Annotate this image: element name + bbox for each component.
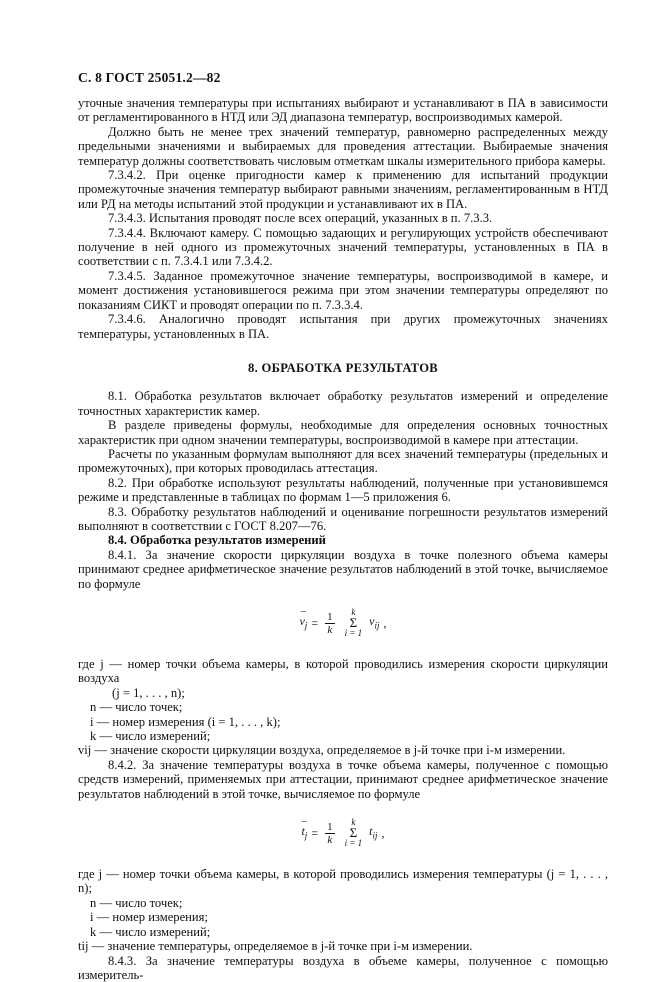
definition: где j — номер точки объема камеры, в которой проводились измерения температуры (j = 1, . . . , n); — [78, 867, 608, 896]
formula-rhs: $t_{ij}$ — [369, 824, 377, 843]
paragraph: 8.1. Обработка результатов включает обработку результатов измерений и определение точностных характеристик камер. — [78, 389, 608, 418]
formula-fraction: $\frac{1}{k}$ — [325, 821, 335, 846]
paragraph: 8.4.3. За значение температуры воздуха в объеме камеры, полученное с помощью измеритель- — [78, 954, 608, 982]
definition: n — число точек; — [78, 700, 608, 714]
definition: i — номер измерения (i = 1, . . . , k); — [78, 715, 608, 729]
paragraph: Должно быть не менее трех значений температур, равномерно распределенных между предельными значениями и выбираемых для проведения аттестации. Выбираемые значения температур должны соответствовать числовым отметкам шкалы измерительного прибора камеры. — [78, 125, 608, 168]
paragraph: 7.3.4.6. Аналогично проводят испытания при других промежуточных значениях температуры, установленных в ПА. — [78, 312, 608, 341]
paragraph: 7.3.4.2. При оценке пригодности камер к применению для испытаний продукции промежуточные значения температур выбирают равными значениям, регламентированным в НТД или РД на методы испытаний этой продукции и устанавливают их в ПА. — [78, 168, 608, 211]
paragraph: уточные значения температуры при испытаниях выбирают и устанавливают в ПА в зависимости от регламентированного в НТД или ЭД диапазона температур, воспроизводимых камерой. — [78, 96, 608, 125]
definition: tij — значение температуры, определяемое в j-й точке при i-м измерении. — [78, 939, 608, 953]
paragraph: 7.3.4.5. Заданное промежуточное значение температуры, воспроизводимой в камере, и момент достижения установившегося режима при этом значении температуры определяют по показаниям СИКТ и проводят операции по п. 7.3.3.4. — [78, 269, 608, 312]
paragraph: Расчеты по указанным формулам выполняют для всех значений температуры (предельных и промежуточных), при которых проводилась аттестация. — [78, 447, 608, 476]
paragraph: 8.4.1. За значение скорости циркуляции воздуха в точке полезного объема камеры принимают среднее арифметическое значение результатов наблюдений в этой точке, вычисляемое по формуле — [78, 548, 608, 591]
definition: где j — номер точки объема камеры, в которой проводились измерения скорости циркуляции воздуха — [78, 657, 608, 686]
definition: k — число измерений; — [78, 925, 608, 939]
formula-fraction: $\frac{1}{k}$ — [325, 611, 335, 636]
paragraph: 8.3. Обработку результатов наблюдений и оценивание погрешности результатов измерений выполняют в соответствии с ГОСТ 8.207—76. — [78, 505, 608, 534]
paragraph: 8.4.2. За значение температуры воздуха в точке объема камеры, полученное с помощью средств измерений, применяемых при аттестации, принимают среднее арифметическое значение результатов наблюдений в этой точке, вычисляемое по формуле — [78, 758, 608, 801]
definition: i — номер измерения; — [78, 910, 608, 924]
section-title: 8. ОБРАБОТКА РЕЗУЛЬТАТОВ — [78, 361, 608, 375]
paragraph: В разделе приведены формулы, необходимые для определения основных точностных характеристик при одном значении температуры, воспроизводимой в камере при аттестации. — [78, 418, 608, 447]
formula-rhs: $v_{ij}$ — [369, 614, 379, 633]
formula-mean-velocity: – $v_j$ = $\frac{1}{k}$ k Σ i = 1 $v_{ij}$ , — [78, 601, 608, 645]
formula-lhs: – $t_j$ — [301, 824, 307, 843]
paragraph: 7.3.4.3. Испытания проводят после всех операций, указанных в п. 7.3.3. — [78, 211, 608, 225]
formula-sum: k Σ i = 1 — [345, 608, 363, 638]
definition: vij — значение скорости циркуляции воздуха, определяемое в j-й точке при i-м измерении. — [78, 743, 608, 757]
definition: n — число точек; — [78, 896, 608, 910]
formula-sum: k Σ i = 1 — [345, 818, 363, 848]
formula-equals: = — [311, 826, 318, 840]
page-header: С. 8 ГОСТ 25051.2—82 — [78, 70, 221, 86]
formula-mean-temperature: – $t_j$ = $\frac{1}{k}$ k Σ i = 1 $t_{ij}$ , — [78, 811, 608, 855]
formula-lhs: – $v_j$ — [299, 614, 307, 633]
document-body — [78, 96, 608, 982]
paragraph: 7.3.4.4. Включают камеру. С помощью задающих и регулирующих устройств обеспечивают получение в ней одного из промежуточных значений температуры, установленных в ПА в соответствии с п. 7.3.4.1 или 7.3.4.2. — [78, 226, 608, 269]
formula-equals: = — [311, 616, 318, 630]
definition: (j = 1, . . . , n); — [78, 686, 608, 700]
definition: k — число измерений; — [78, 729, 608, 743]
subsection-title: 8.4. Обработка результатов измерений — [78, 533, 608, 547]
paragraph: 8.2. При обработке используют результаты наблюдений, полученные при установившемся режиме и представленные в таблицах по формам 1—5 приложения 6. — [78, 476, 608, 505]
